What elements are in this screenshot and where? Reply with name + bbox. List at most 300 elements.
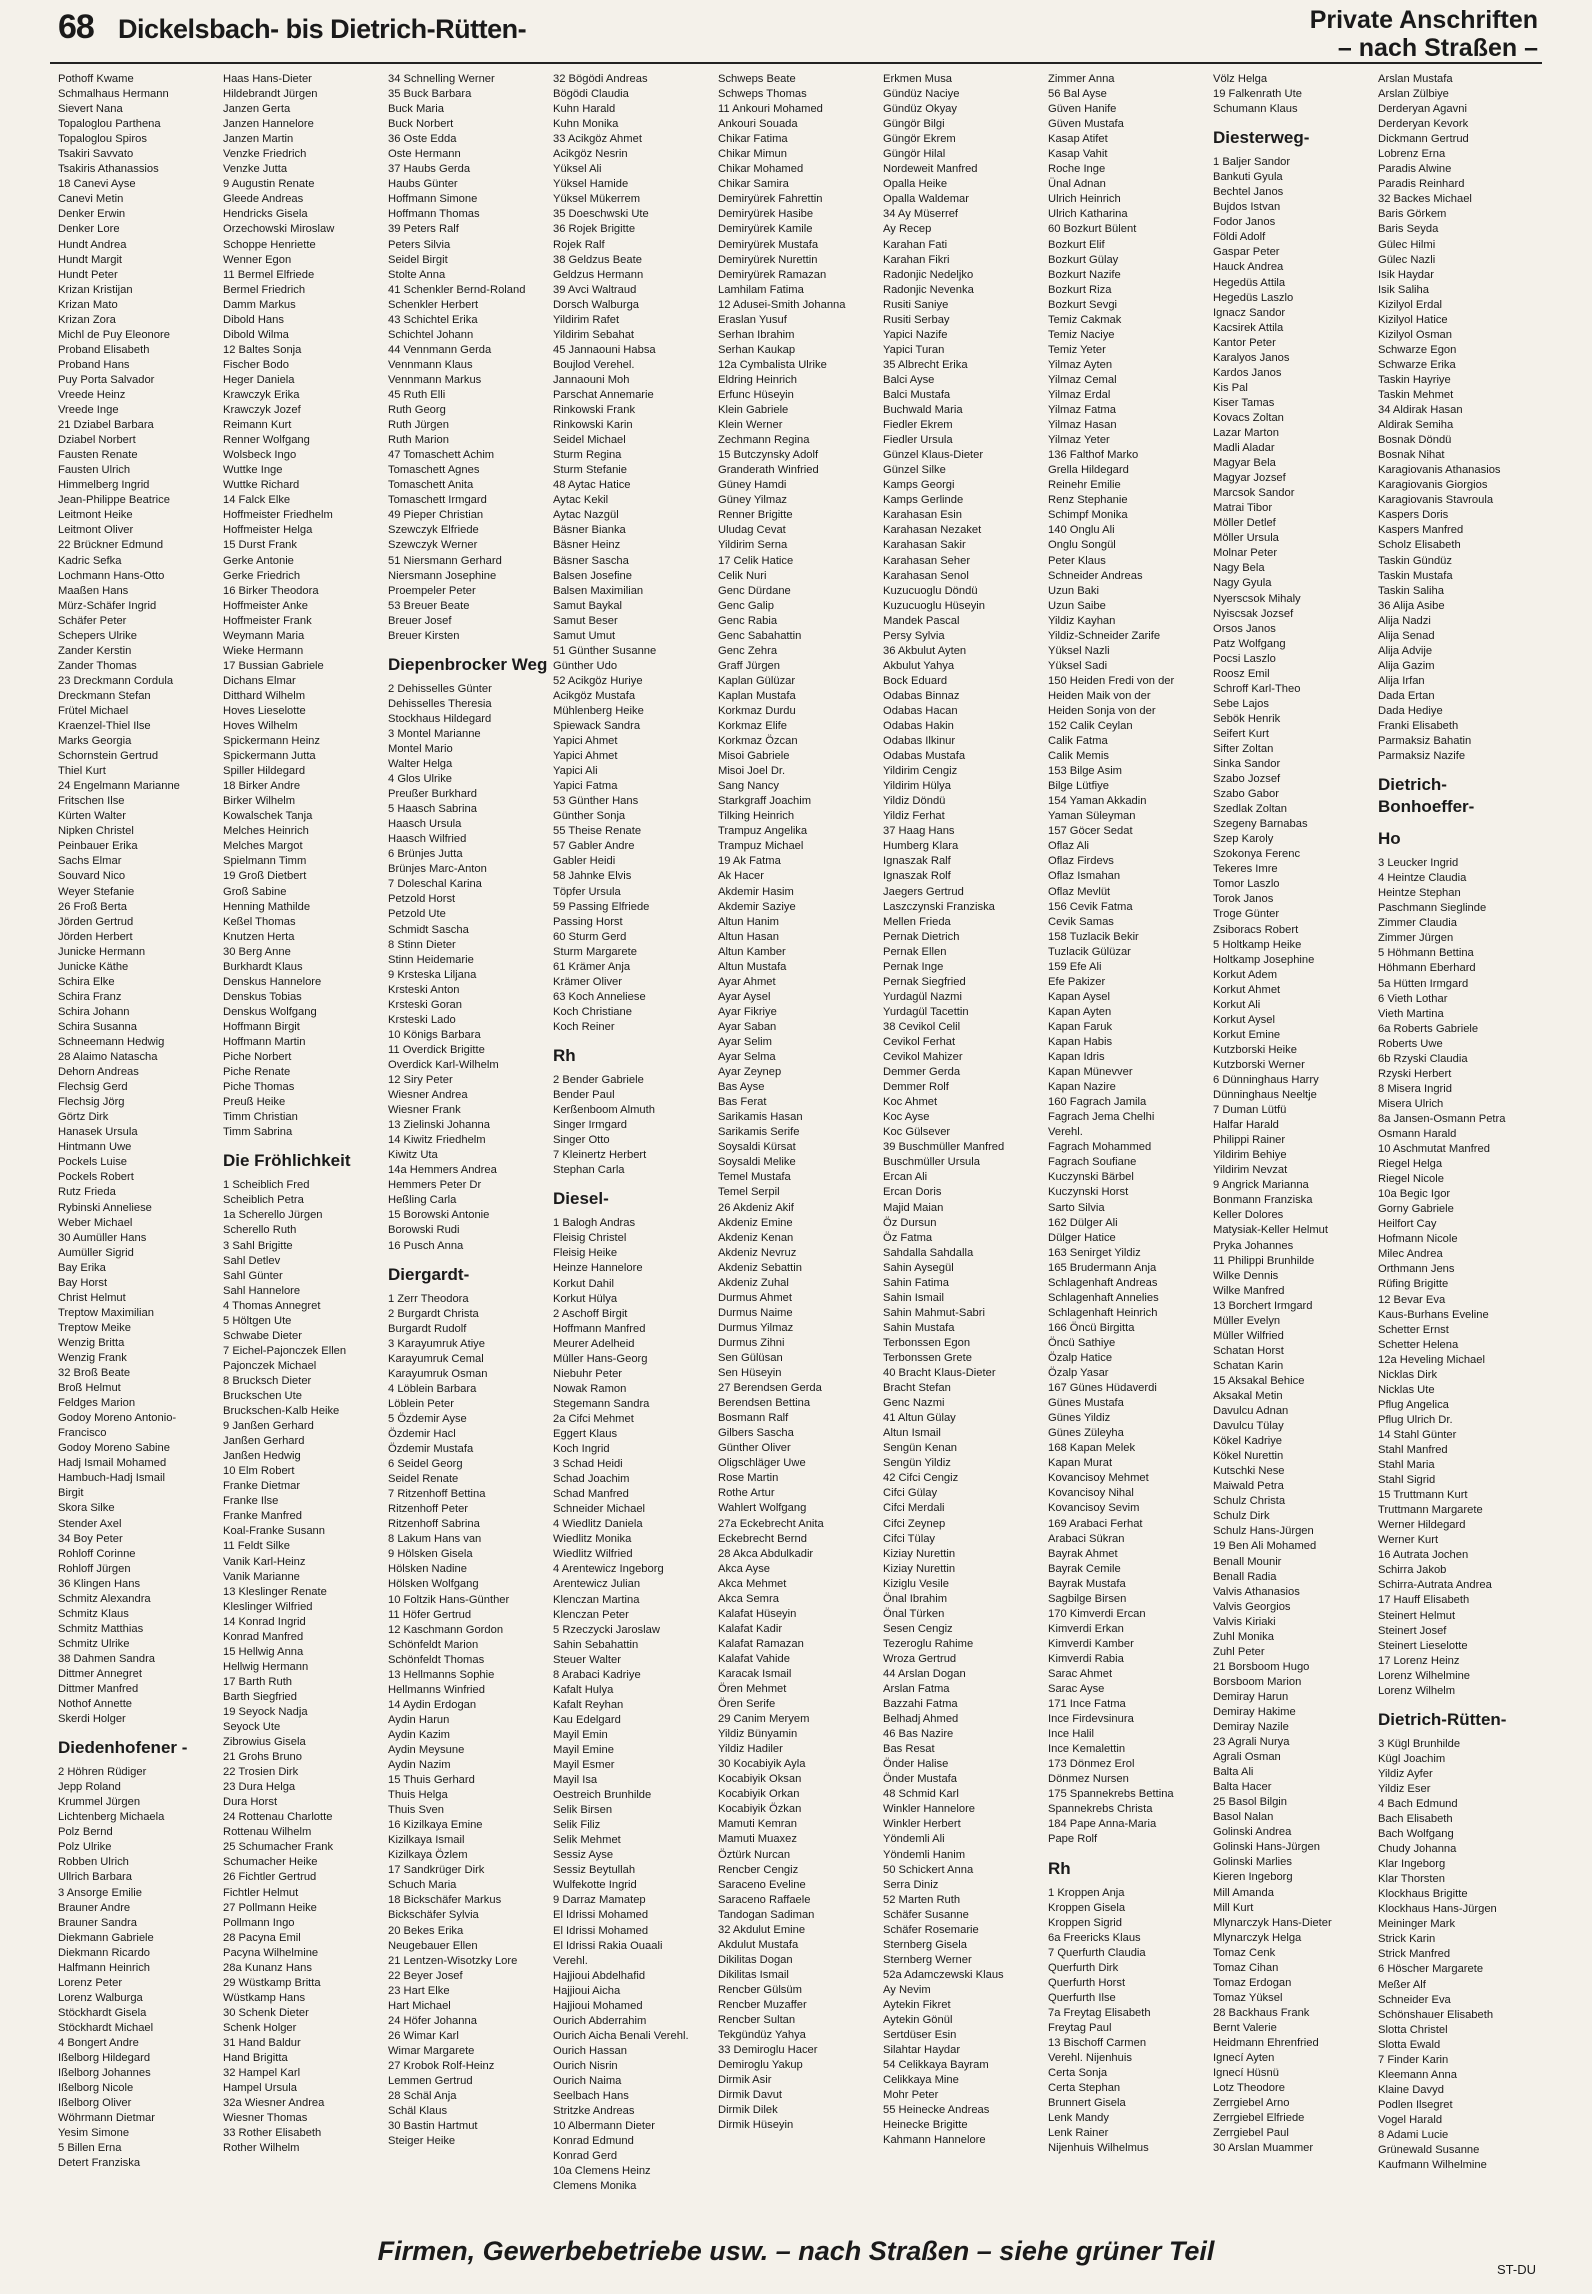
- directory-entry: Onglu Songül: [1048, 539, 1116, 552]
- directory-entry: 140 Onglu Ali: [1048, 524, 1115, 537]
- directory-entry: Krsteski Lado: [388, 1013, 456, 1026]
- directory-entry: 16 Kizilkaya Emine: [388, 1819, 483, 1832]
- directory-entry: Krizan Kristijan: [58, 283, 133, 296]
- directory-entry: Höhmann Eberhard: [1378, 962, 1476, 975]
- directory-entry: Schlagenhaft Andreas: [1048, 1276, 1158, 1289]
- directory-entry: 11 Bermel Elfriede: [223, 268, 315, 281]
- page-header: [0, 0, 1592, 64]
- directory-entry: Yildiz-Schneider Zarife: [1048, 629, 1161, 642]
- directory-entry: Roberts Uwe: [1378, 1037, 1443, 1050]
- directory-entry: Schäl Klaus: [388, 2105, 448, 2118]
- directory-entry: Jörden Gertrud: [58, 915, 134, 928]
- directory-entry: 2 Höhren Rüdiger: [58, 1766, 147, 1779]
- directory-entry: Zander Kerstin: [58, 644, 132, 657]
- directory-entry: Magyar Bela: [1213, 457, 1276, 470]
- directory-entry: Dirmik Asir: [718, 2074, 772, 2087]
- directory-entry: Szep Karoly: [1213, 833, 1274, 846]
- directory-entry: Bach Elisabeth: [1378, 1813, 1453, 1826]
- directory-entry: Sahin Fatima: [883, 1276, 949, 1289]
- directory-entry: Preuß Heike: [223, 1096, 286, 1109]
- directory-entry: Günzel Klaus-Dieter: [883, 449, 984, 462]
- directory-entry: Yilmaz Fatma: [1048, 404, 1116, 417]
- directory-entry: Kowalschek Tanja: [223, 810, 313, 823]
- directory-entry: Polz Bernd: [58, 1826, 113, 1839]
- directory-entry: 154 Yaman Akkadin: [1048, 795, 1147, 808]
- directory-entry: Pocsi Laszlo: [1213, 652, 1276, 665]
- directory-entry: 60 Bozkurt Bülent: [1048, 223, 1137, 236]
- directory-entry: Seifert Kurt: [1213, 727, 1269, 740]
- directory-entry: Godoy Moreno Sabine: [58, 1442, 170, 1455]
- directory-entry: Timm Christian: [223, 1111, 298, 1124]
- directory-entry: Misoi Joel Dr.: [718, 765, 786, 778]
- directory-entry: Pockels Robert: [58, 1171, 134, 1184]
- directory-entry: Belhadj Ahmed: [883, 1713, 959, 1726]
- directory-entry: Flechsig Gerd: [58, 1081, 128, 1094]
- directory-entry: Önal Türken: [883, 1607, 945, 1620]
- directory-entry: Bujdos Istvan: [1213, 201, 1281, 214]
- directory-entry: 10 Aschmutat Manfred: [1378, 1143, 1490, 1156]
- directory-entry: Persy Sylvia: [883, 629, 945, 642]
- section-title-line2: – nach Straßen –: [1337, 34, 1538, 62]
- directory-entry: Krawczyk Erika: [223, 388, 300, 401]
- directory-entry: Montel Mario: [388, 742, 453, 755]
- directory-entry: 19 Ben Ali Mohamed: [1213, 1540, 1317, 1553]
- directory-entry: Müller Wilfried: [1213, 1329, 1284, 1342]
- directory-entry: Saraceno Eveline: [718, 1878, 806, 1891]
- directory-entry: Bender Paul: [553, 1089, 615, 1102]
- directory-entry: Yilmaz Erdal: [1048, 388, 1111, 401]
- directory-entry: 6 Seidel Georg: [388, 1458, 463, 1471]
- directory-entry: Tomaz Cenk: [1213, 1946, 1276, 1959]
- directory-entry: 38 Geldzus Beate: [553, 253, 642, 266]
- directory-entry: Schneider Eva: [1378, 1993, 1451, 2006]
- directory-entry: Günther Udo: [553, 659, 618, 672]
- directory-entry: Terbonssen Egon: [883, 1336, 971, 1349]
- directory-entry: Efe Pakizer: [1048, 975, 1106, 988]
- directory-entry: Oste Hermann: [388, 148, 461, 161]
- directory-entry: Karahasan Senol: [883, 569, 969, 582]
- directory-entry: Pryka Johannes: [1213, 1239, 1294, 1252]
- header-rule: [50, 62, 1542, 64]
- directory-entry: 7 Finder Karin: [1378, 2053, 1449, 2066]
- directory-entry: 21 Borsboom Hugo: [1213, 1660, 1310, 1673]
- directory-entry: Yildiz Döndü: [883, 795, 946, 808]
- directory-entry: Pflug Ulrich Dr.: [1378, 1413, 1453, 1426]
- directory-entry: Günes Yildiz: [1048, 1412, 1111, 1425]
- directory-entry: Haasch Wilfried: [388, 833, 467, 846]
- column-2: [223, 72, 383, 2202]
- directory-entry: Günther Oliver: [718, 1442, 791, 1455]
- directory-entry: Schönfeldt Marion: [388, 1638, 479, 1651]
- directory-entry: Kaplan Gülüzar: [718, 674, 796, 687]
- directory-entry: 150 Heiden Fredi von der: [1048, 674, 1175, 687]
- directory-entry: Korkut Emine: [1213, 1028, 1281, 1041]
- directory-entry: Denskus Wolfgang: [223, 1005, 317, 1018]
- directory-entry: 8 Arabaci Kadriye: [553, 1668, 641, 1681]
- directory-entry: Rencber Muzaffer: [718, 1999, 807, 2011]
- directory-entry: Pajonczek Michael: [223, 1359, 317, 1372]
- directory-entry: Christ Helmut: [58, 1291, 126, 1304]
- directory-entry: Ruth Jürgen: [388, 419, 449, 432]
- directory-entry: Akbulut Yahya: [883, 659, 955, 672]
- directory-entry: Grünewald Susanne: [1378, 2144, 1480, 2157]
- directory-entry: Isik Saliha: [1378, 283, 1429, 296]
- directory-entry: Thuis Helga: [388, 1789, 448, 1802]
- directory-entry: Tekeres Imre: [1213, 863, 1278, 876]
- directory-entry: 159 Efe Ali: [1048, 960, 1102, 973]
- directory-entry: Schichtel Johann: [388, 328, 474, 341]
- directory-entry: 9 Janßen Gerhard: [223, 1420, 314, 1433]
- directory-entry: Berendsen Bettina: [718, 1397, 811, 1410]
- directory-entry: Rinkowski Karin: [553, 419, 633, 432]
- directory-entry: Kieren Ingeborg: [1213, 1871, 1293, 1884]
- directory-entry: Isik Haydar: [1378, 268, 1434, 281]
- directory-entry: 10 Elm Robert: [223, 1465, 295, 1478]
- directory-entry: 48 Aytac Hatice: [553, 479, 631, 492]
- directory-entry: Misera Ulrich: [1378, 1097, 1444, 1110]
- directory-entry: 23 Hart Elke: [388, 1984, 450, 1997]
- directory-entry: Thiel Kurt: [58, 765, 106, 778]
- directory-entry: 160 Fagrach Jamila: [1048, 1096, 1147, 1109]
- directory-entry: Canevi Metin: [58, 193, 124, 206]
- directory-entry: Timm Sabrina: [223, 1126, 293, 1139]
- directory-entry: Akdulut Mustafa: [718, 1938, 799, 1951]
- directory-entry: Wenzig Frank: [58, 1351, 127, 1364]
- directory-entry: Möller Detlef: [1213, 517, 1276, 530]
- directory-entry: Lemmen Gertrud: [388, 2075, 473, 2087]
- directory-entry: Stender Axel: [58, 1517, 122, 1530]
- directory-entry: Certa Stephan: [1048, 2082, 1121, 2095]
- directory-entry: Karahasan Sakir: [883, 539, 966, 552]
- directory-entry: Akdeniz Emine: [718, 1216, 793, 1229]
- directory-entry: 19 Groß Dietbert: [223, 870, 307, 883]
- directory-entry: Odabas Hacan: [883, 704, 958, 717]
- directory-entry: Koch Christiane: [553, 1005, 632, 1018]
- directory-entry: Melches Margot: [223, 840, 303, 853]
- directory-entry: Roche Inge: [1048, 163, 1106, 176]
- directory-entry: Piche Thomas: [223, 1081, 295, 1094]
- directory-entry: Güngör Bilgi: [883, 118, 945, 131]
- directory-entry: 5 Höltgen Ute: [223, 1314, 292, 1327]
- directory-entry: 54 Celikkaya Bayram: [883, 2059, 989, 2072]
- directory-entry: Yüksel Sadi: [1048, 659, 1108, 672]
- directory-entry: Klein Werner: [718, 419, 783, 432]
- column-7: [1048, 72, 1208, 2202]
- directory-entry: 50 Schickert Anna: [883, 1863, 974, 1876]
- directory-entry: Paradis Reinhard: [1378, 178, 1465, 191]
- directory-entry: Schornstein Gertrud: [58, 750, 159, 763]
- directory-entry: Barth Siegfried: [223, 1690, 298, 1703]
- directory-entry: Ignecí Hüsnü: [1213, 2067, 1279, 2080]
- directory-entry: 32 Backes Michael: [1378, 193, 1472, 206]
- directory-entry: Schatan Horst: [1213, 1344, 1284, 1357]
- directory-entry: Petzold Horst: [388, 893, 456, 906]
- directory-entry: Müller Evelyn: [1213, 1314, 1281, 1327]
- directory-entry: Acikgöz Nesrin: [553, 148, 628, 161]
- directory-entry: Himmelberg Ingrid: [58, 479, 150, 492]
- directory-entry: Pothoff Kwame: [58, 73, 134, 85]
- directory-entry: Werner Kurt: [1378, 1534, 1439, 1547]
- directory-entry: 17 Bussian Gabriele: [223, 659, 324, 672]
- directory-entry: Ditthard Wilhelm: [223, 689, 306, 702]
- directory-entry: Wiesner Andrea: [388, 1089, 468, 1102]
- directory-entry: Heidmann Ehrenfried: [1213, 2037, 1319, 2049]
- directory-entry: 31 Hand Baldur: [223, 2037, 301, 2049]
- directory-entry: Parmaksiz Bahatin: [1378, 735, 1472, 748]
- directory-entry: Terbonssen Grete: [883, 1351, 972, 1364]
- directory-entry: Sahin Sebahattin: [553, 1638, 639, 1651]
- directory-entry: Chikar Mimun: [718, 148, 788, 161]
- directory-entry: Bermel Friedrich: [223, 283, 306, 296]
- directory-entry: Dehorn Andreas: [58, 1066, 139, 1079]
- directory-entry: Steiger Heike: [388, 2135, 456, 2148]
- directory-entry: Uzun Saibe: [1048, 599, 1106, 612]
- directory-entry: Lichtenberg Michaela: [58, 1811, 165, 1824]
- directory-entry: 9 Augustin Renate: [223, 178, 315, 191]
- directory-entry: Özdemir Mustafa: [388, 1443, 474, 1456]
- directory-entry: Clemens Monika: [553, 2180, 637, 2193]
- directory-entry: Overdick Karl-Wilhelm: [388, 1058, 499, 1071]
- directory-entry: Stephan Carla: [553, 1164, 625, 1177]
- directory-entry: Detert Franziska: [58, 2157, 141, 2170]
- directory-entry: 7 Eichel-Pajonczek Ellen: [223, 1344, 347, 1357]
- directory-entry: Krummel Jürgen: [58, 1796, 141, 1809]
- directory-entry: Spickermann Heinz: [223, 735, 321, 748]
- directory-entry: Acikgöz Mustafa: [553, 689, 636, 702]
- directory-entry: Sahdalla Sahdalla: [883, 1246, 974, 1259]
- directory-entry: 2 Bender Gabriele: [553, 1074, 644, 1086]
- directory-entry: Ourich Abderrahim: [553, 2014, 647, 2027]
- directory-entry: Özalp Yasar: [1048, 1367, 1109, 1380]
- directory-entry: 175 Spannekrebs Bettina: [1048, 1788, 1174, 1801]
- directory-entry: Patz Wolfgang: [1213, 637, 1286, 650]
- directory-entry: Kutzborski Heike: [1213, 1043, 1297, 1056]
- directory-entry: Verehl.: [553, 1954, 588, 1967]
- directory-entry: Haas Hans-Dieter: [223, 73, 312, 85]
- directory-entry: Schad Manfred: [553, 1488, 629, 1501]
- directory-entry: Passing Horst: [553, 915, 623, 928]
- directory-entry: Bickschäfer Sylvia: [388, 1909, 479, 1922]
- directory-entry: Hoffmann Thomas: [388, 208, 480, 221]
- directory-entry: Yüksel Ali: [553, 163, 602, 176]
- directory-entry: Ak Hacer: [718, 870, 765, 883]
- directory-entry: 4 Arentewicz Ingeborg: [553, 1563, 664, 1576]
- directory-entry: Schoppe Henriette: [223, 238, 316, 251]
- directory-entry: 9 Krsteska Liljana: [388, 968, 477, 981]
- directory-entry: Hoffmeister Helga: [223, 524, 313, 537]
- directory-entry: 35 Doeschwski Ute: [553, 208, 649, 221]
- directory-entry: Sertdüser Esin: [883, 2029, 957, 2042]
- directory-entry: Ay Recep: [883, 223, 932, 236]
- directory-entry: Feldges Marion: [58, 1397, 136, 1410]
- directory-entry: Brunnert Gisela: [1048, 2097, 1126, 2110]
- directory-entry: Schäfer Peter: [58, 614, 127, 627]
- directory-entry: 17 Hauff Elisabeth: [1378, 1594, 1470, 1607]
- directory-entry: Janzen Gerta: [223, 103, 291, 116]
- directory-entry: Konrad Edmund: [553, 2135, 634, 2148]
- directory-entry: Bosnak Döndü: [1378, 434, 1452, 447]
- directory-entry: El Idrissi Mohamed: [553, 1909, 649, 1922]
- directory-entry: 19 Ak Fatma: [718, 855, 781, 868]
- directory-entry: Heßling Carla: [388, 1194, 457, 1207]
- directory-entry: Kaufmann Wilhelmine: [1378, 2159, 1487, 2172]
- directory-entry: Serhan Kaukap: [718, 343, 796, 356]
- directory-entry: Sebe Lajos: [1213, 697, 1269, 710]
- directory-entry: Yapici Fatma: [553, 780, 618, 793]
- directory-entry: Samut Baykal: [553, 599, 623, 612]
- directory-entry: Alija Senad: [1378, 629, 1435, 642]
- directory-entry: Günther Sonja: [553, 810, 626, 823]
- directory-entry: Korkmaz Durdu: [718, 704, 796, 717]
- directory-entry: 18 Bickschäfer Markus: [388, 1894, 502, 1907]
- directory-entry: 5 Rzeczycki Jaroslaw: [553, 1623, 660, 1636]
- directory-entry: Madli Aladar: [1213, 442, 1275, 455]
- directory-entry: Günzel Silke: [883, 464, 946, 477]
- directory-entry: Freytag Paul: [1048, 2021, 1112, 2034]
- directory-entry: Bäsner Heinz: [553, 539, 621, 552]
- directory-entry: Wöhrmann Dietmar: [58, 2112, 155, 2125]
- directory-entry: Ercan Ali: [883, 1171, 928, 1184]
- directory-entry: Niersmann Josephine: [388, 569, 497, 582]
- directory-entry: 23 Dura Helga: [223, 1781, 296, 1794]
- directory-entry: Klar Thorsten: [1378, 1873, 1445, 1886]
- directory-entry: Scherello Ruth: [223, 1224, 297, 1237]
- directory-entry: Janßen Gerhard: [223, 1435, 305, 1448]
- directory-entry: Opalla Heike: [883, 178, 948, 191]
- directory-entry: Sen Gülüsan: [718, 1351, 783, 1364]
- directory-entry: Melches Heinrich: [223, 825, 309, 838]
- directory-entry: 13 Kleslinger Renate: [223, 1585, 327, 1598]
- directory-entry: Ritzenhoff Peter: [388, 1503, 469, 1516]
- directory-entry: 167 Günes Hüdaverdi: [1048, 1382, 1157, 1395]
- street-heading: Diesel-: [553, 1189, 609, 1209]
- directory-entry: Güngör Hilal: [883, 148, 946, 161]
- directory-entry: Slotta Ewald: [1378, 2038, 1441, 2051]
- directory-entry: Leitmont Oliver: [58, 524, 134, 537]
- directory-entry: Demiroglu Yakup: [718, 2059, 803, 2072]
- directory-entry: Janzen Martin: [223, 133, 294, 146]
- directory-entry: Kizilyol Osman: [1378, 328, 1452, 341]
- directory-entry: Neugebauer Ellen: [388, 1939, 478, 1952]
- directory-entry: Yildirim Rafet: [553, 313, 620, 326]
- directory-entry: Dönmez Nursen: [1048, 1773, 1129, 1786]
- directory-entry: Spiller Hildegard: [223, 765, 306, 778]
- directory-entry: Yüksel Hamide: [553, 178, 629, 191]
- directory-entry: Topaloglou Spiros: [58, 133, 147, 146]
- directory-entry: Janßen Hedwig: [223, 1450, 301, 1463]
- directory-entry: Valvis Kiriaki: [1213, 1615, 1276, 1628]
- directory-entry: Heilfort Cay: [1378, 1218, 1437, 1231]
- directory-entry: 14 Aydin Erdogan: [388, 1698, 477, 1711]
- directory-entry: Hellmanns Winfried: [388, 1683, 485, 1696]
- directory-entry: Kaspers Doris: [1378, 509, 1449, 522]
- directory-entry: Brauner Andre: [58, 1901, 131, 1914]
- directory-entry: Temel Mustafa: [718, 1171, 791, 1184]
- directory-entry: Hadj Ismail Mohamed: [58, 1457, 167, 1470]
- directory-entry: 61 Krämer Anja: [553, 960, 631, 973]
- directory-entry: 28 Akca Abdulkadir: [718, 1547, 814, 1560]
- directory-entry: Kuzucuoglu Hüseyin: [883, 599, 985, 612]
- directory-entry: Temiz Naciye: [1048, 328, 1115, 341]
- directory-entry: Granderath Winfried: [718, 464, 819, 477]
- directory-entry: Ayar Ahmet: [718, 975, 776, 988]
- directory-entry: Peters Silvia: [388, 238, 451, 251]
- directory-entry: Durmus Zihni: [718, 1336, 785, 1349]
- directory-entry: Hundt Margit: [58, 253, 123, 266]
- directory-entry: Demmer Rolf: [883, 1081, 949, 1094]
- directory-entry: Vreede Heinz: [58, 388, 126, 401]
- directory-entry: Taskin Mustafa: [1378, 569, 1453, 582]
- directory-entry: Hampel Ursula: [223, 2082, 297, 2095]
- directory-entry: Fleisig Heike: [553, 1247, 618, 1260]
- directory-entry: Werner Hildegard: [1378, 1519, 1466, 1532]
- directory-entry: 12a Cymbalista Ulrike: [718, 358, 827, 371]
- directory-entry: Sessiz Ayse: [553, 1849, 614, 1862]
- directory-entry: Sifter Zoltan: [1213, 742, 1274, 755]
- directory-entry: Akdeniz Sebattin: [718, 1261, 802, 1274]
- directory-entry: Korkut Hülya: [553, 1292, 618, 1305]
- directory-entry: Alija Advije: [1378, 644, 1433, 657]
- directory-entry: Fiedler Ekrem: [883, 419, 953, 432]
- directory-entry: Konrad Manfred: [223, 1630, 304, 1643]
- directory-entry: Stahl Maria: [1378, 1459, 1435, 1472]
- directory-entry: 4 Thomas Annegret: [223, 1299, 321, 1312]
- directory-entry: Karayumruk Cemal: [388, 1352, 484, 1365]
- directory-entry: 28 Alaimo Natascha: [58, 1051, 158, 1064]
- directory-entry: 9 Darraz Mamatep: [553, 1894, 646, 1907]
- directory-entry: Ignecí Ayten: [1213, 2052, 1275, 2065]
- directory-entry: Bonmann Franziska: [1213, 1194, 1313, 1207]
- directory-entry: Selik Birsen: [553, 1804, 613, 1817]
- directory-entry: Schwarze Erika: [1378, 358, 1456, 371]
- directory-entry: 4 Glos Ulrike: [388, 773, 453, 786]
- directory-entry: Kraenzel-Thiel Ilse: [58, 720, 151, 733]
- directory-entry: Yildirim Hülya: [883, 780, 951, 793]
- directory-entry: Mühlenberg Heike: [553, 704, 644, 717]
- directory-entry: Dibold Hans: [223, 313, 284, 326]
- directory-entry: 13 Borchert Irmgard: [1213, 1299, 1313, 1312]
- directory-entry: Schira Franz: [58, 990, 122, 1003]
- directory-entry: Peinbauer Erika: [58, 840, 138, 853]
- directory-entry: 15 Thuis Gerhard: [388, 1774, 475, 1787]
- directory-entry: 21 Grohs Bruno: [223, 1751, 302, 1764]
- directory-entry: Topaloglou Parthena: [58, 118, 161, 131]
- directory-entry: Wenner Egon: [223, 253, 292, 266]
- directory-entry: Hellwig Hermann: [223, 1660, 309, 1673]
- directory-entry: Laszczynski Franziska: [883, 900, 995, 913]
- directory-entry: Özalp Hatice: [1048, 1351, 1113, 1364]
- directory-entry: 15 Truttmann Kurt: [1378, 1489, 1468, 1502]
- directory-entry: Kalafat Ramazan: [718, 1637, 804, 1650]
- directory-entry: Konrad Gerd: [553, 2150, 618, 2163]
- directory-entry: 5 Haasch Sabrina: [388, 803, 477, 816]
- directory-entry: 8 Misera Ingrid: [1378, 1082, 1452, 1095]
- directory-entry: 11 Höfer Gertrud: [388, 1608, 472, 1621]
- directory-entry: Borowski Rudi: [388, 1224, 460, 1237]
- directory-entry: Yaman Süleyman: [1048, 810, 1136, 823]
- directory-entry: Sarikamis Hasan: [718, 1111, 803, 1124]
- directory-entry: Kardos Janos: [1213, 366, 1282, 379]
- directory-entry: Dittmer Manfred: [58, 1683, 139, 1696]
- directory-entry: Zerrgiebel Paul: [1213, 2127, 1289, 2140]
- directory-entry: Nyiscsak Jozsef: [1213, 607, 1294, 620]
- street-heading: Diepenbrocker Weg: [388, 654, 548, 674]
- directory-entry: Podlen Ilsegret: [1378, 2098, 1453, 2111]
- directory-entry: 6 Höscher Margarete: [1378, 1963, 1484, 1976]
- directory-entry: Pernak Dietrich: [883, 930, 960, 943]
- directory-entry: Polz Ulrike: [58, 1841, 112, 1854]
- directory-entry: Holtkamp Josephine: [1213, 953, 1315, 966]
